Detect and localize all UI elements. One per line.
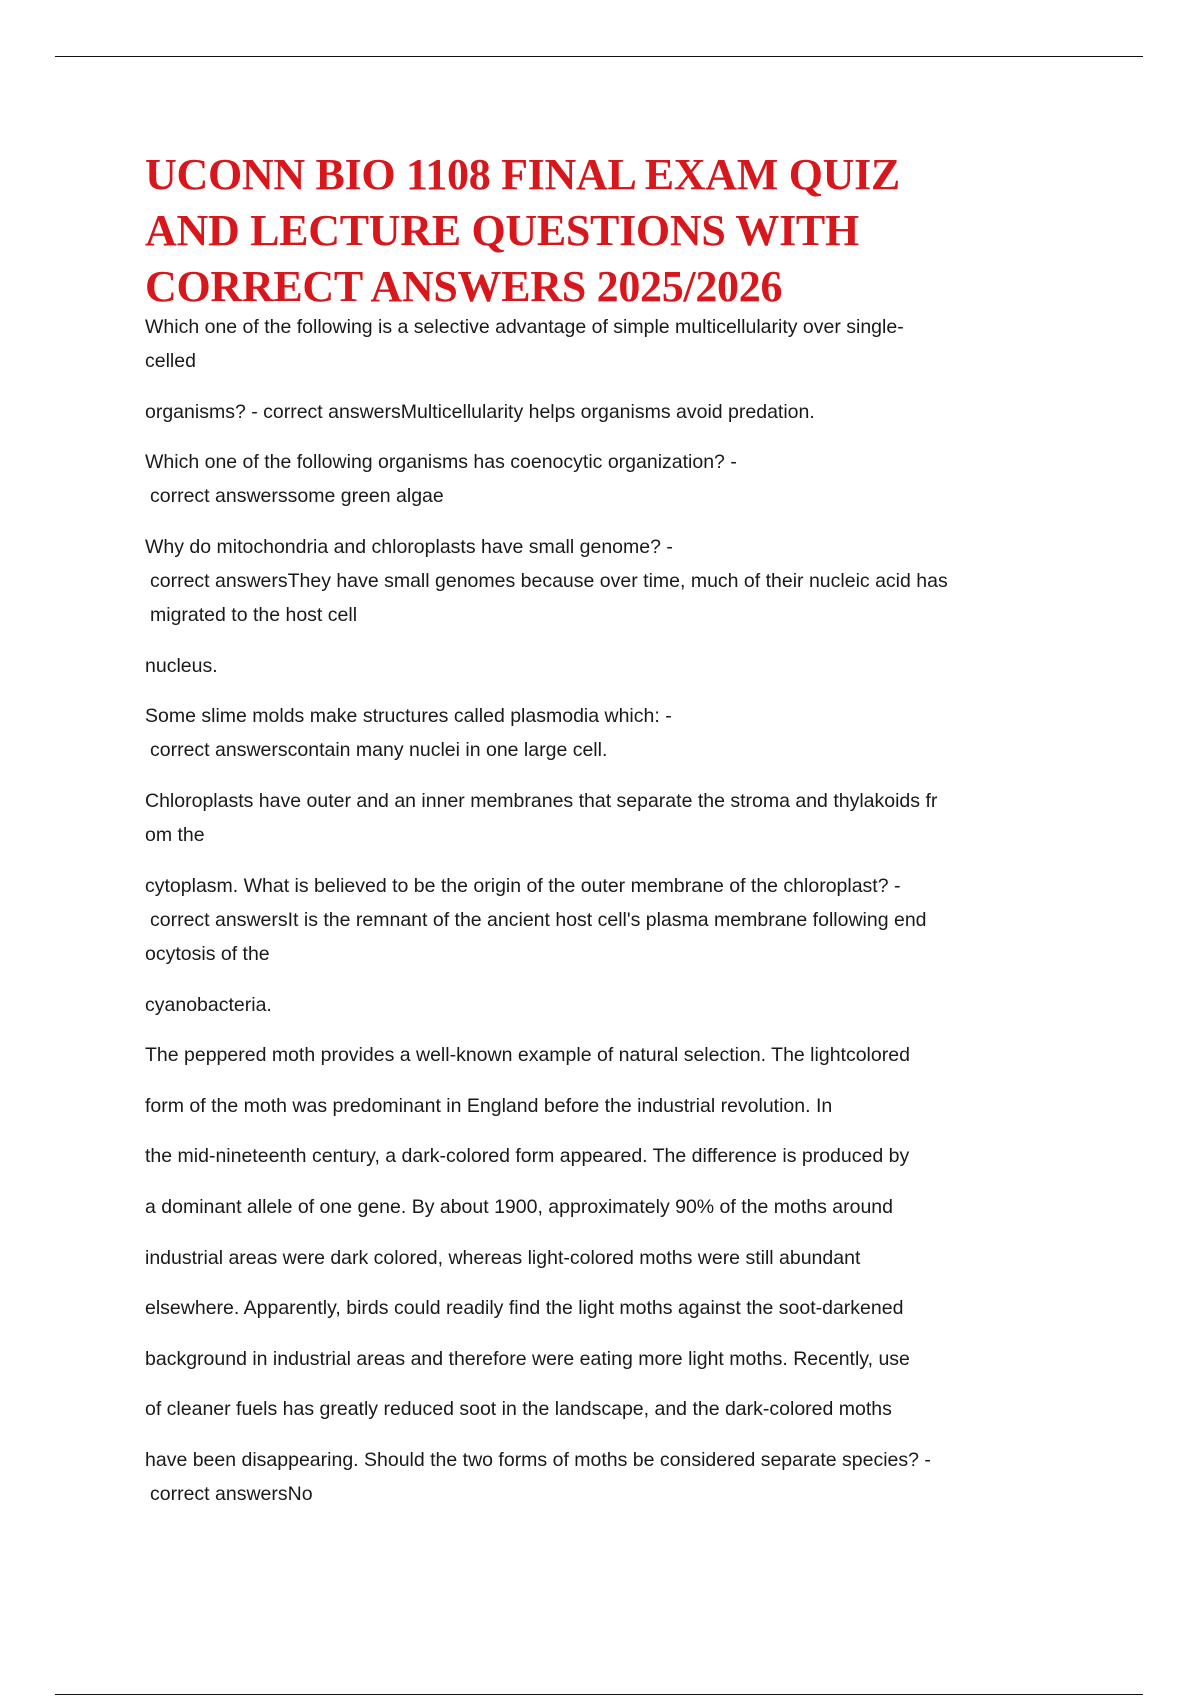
text-line: of cleaner fuels has greatly reduced soot in the landscape, and the dark-colored moths xyxy=(145,1398,892,1420)
text-line: Chloroplasts have outer and an inner membranes that separate the stroma and thylakoids fr xyxy=(145,790,938,812)
text-line: elsewhere. Apparently, birds could readily find the light moths against the soot-darkened xyxy=(145,1297,904,1319)
text-line: correct answerssome green algae xyxy=(150,485,444,507)
top-rule xyxy=(55,56,1143,57)
text-line: Which one of the following organisms has coenocytic organization? - xyxy=(145,451,737,473)
text-line: a dominant allele of one gene. By about 1900, approximately 90% of the moths around xyxy=(145,1196,893,1218)
text-line: industrial areas were dark colored, whereas light-colored moths were still abundant xyxy=(145,1247,861,1269)
text-line: organisms? - correct answersMulticellularity helps organisms avoid predation. xyxy=(145,401,815,423)
text-line: The peppered moth provides a well-known example of natural selection. The lightcolored xyxy=(145,1044,910,1066)
text-line: migrated to the host cell xyxy=(150,604,358,626)
text-line: form of the moth was predominant in England before the industrial revolution. In xyxy=(145,1095,833,1117)
text-line: correct answerscontain many nuclei in one large cell. xyxy=(150,739,608,761)
text-line: nucleus. xyxy=(145,655,218,677)
text-line: cytoplasm. What is believed to be the origin of the outer membrane of the chloroplast? - xyxy=(145,875,901,897)
text-line: have been disappearing. Should the two forms of moths be considered separate species? - xyxy=(145,1449,931,1471)
text-line: Some slime molds make structures called plasmodia which: - xyxy=(145,705,672,727)
text-line: correct answersIt is the remnant of the ancient host cell's plasma membrane following end xyxy=(150,909,927,931)
title-line: CORRECT ANSWERS 2025/2026 xyxy=(145,262,783,311)
title-line: AND LECTURE QUESTIONS WITH xyxy=(145,206,859,255)
document-title xyxy=(145,147,1065,315)
text-line: celled xyxy=(145,350,196,372)
text-line: Which one of the following is a selective advantage of simple multicellularity over single- xyxy=(145,316,904,338)
text-line: correct answersNo xyxy=(150,1483,313,1505)
text-line: om the xyxy=(145,824,205,846)
title-line: UCONN BIO 1108 FINAL EXAM QUIZ xyxy=(145,150,900,199)
text-line: Why do mitochondria and chloroplasts have small genome? - xyxy=(145,536,673,558)
text-line: background in industrial areas and therefore were eating more light moths. Recently, use xyxy=(145,1348,910,1370)
bottom-rule xyxy=(55,1694,1143,1695)
text-line: the mid-nineteenth century, a dark-colored form appeared. The difference is produced by xyxy=(145,1145,910,1167)
text-line: correct answersThey have small genomes because over time, much of their nucleic acid has xyxy=(150,570,948,592)
text-line: cyanobacteria. xyxy=(145,994,272,1016)
text-line: ocytosis of the xyxy=(145,943,270,965)
